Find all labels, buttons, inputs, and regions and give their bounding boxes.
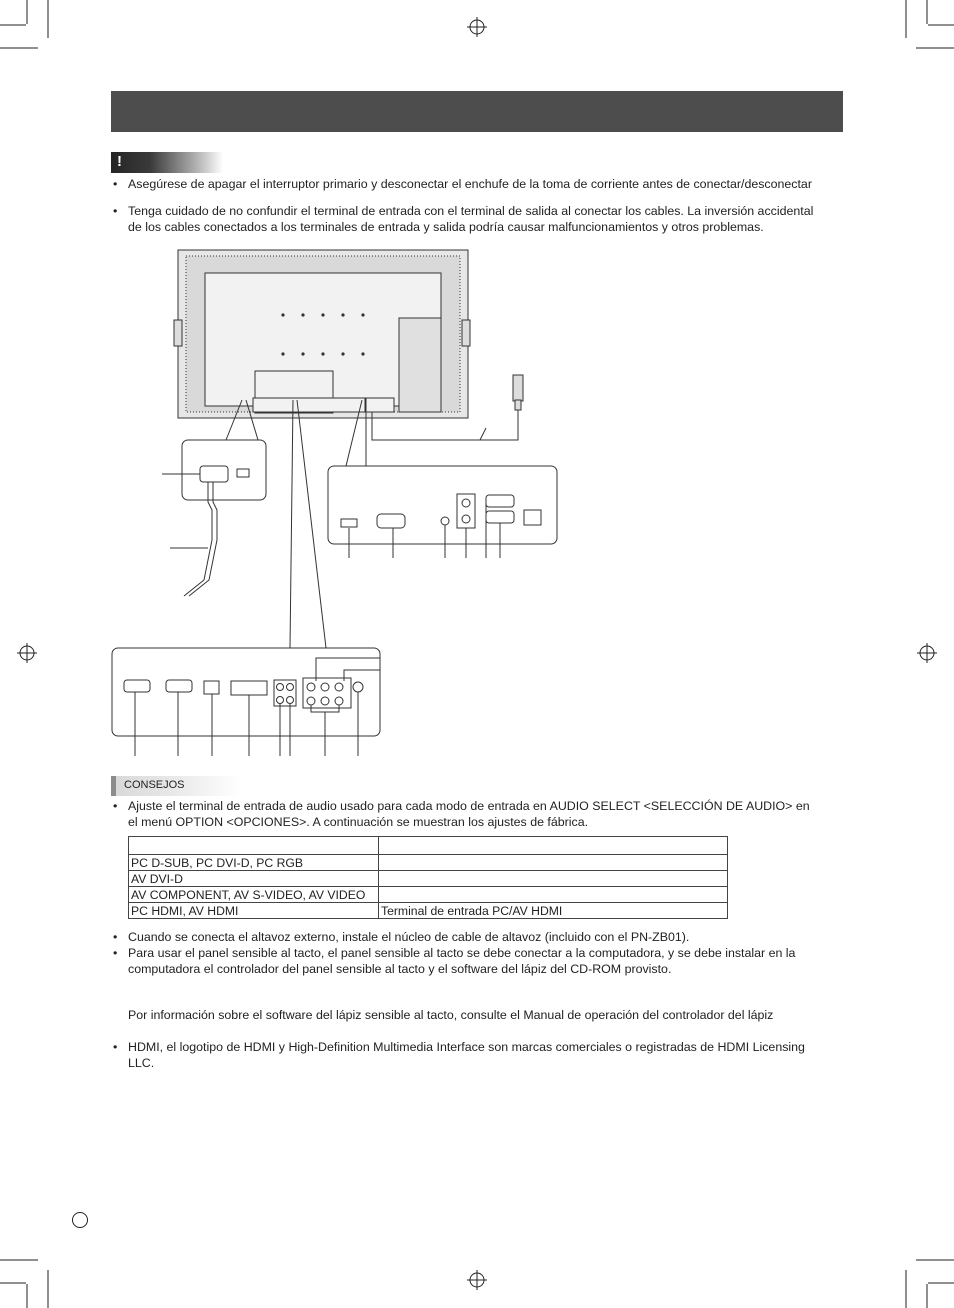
connection-diagram xyxy=(100,240,580,770)
bullet-item: • Ajuste el terminal de entrada de audio usado para cada modo de entrada en AUDIO SELECT <SELECCIÓN DE AUDIO> en el menú OPTION <OPCIONES>. A continuación se muestran los ajustes de fábrica. xyxy=(113,799,810,829)
table-header-row xyxy=(129,837,728,855)
caution-label xyxy=(111,152,223,173)
audio-settings-table xyxy=(128,836,728,919)
table-row: AV COMPONENT, AV S-VIDEO, AV VIDEO xyxy=(129,887,728,903)
table-row: AV DVI-D xyxy=(129,871,728,887)
terminal-panel-right xyxy=(328,466,557,544)
bullet-item: • Tenga cuidado de no confundir el terminal de entrada con el terminal de salida al conectar los cables. La inversión accidental de los cables conectados a los terminales de entrada y salida podría causar malfuncionamientos y otros problemas. xyxy=(113,204,814,234)
table-row: PC HDMI, AV HDMI Terminal de entrada PC/AV HDMI xyxy=(129,903,728,919)
section-header-bar xyxy=(111,91,843,132)
caution-symbol: ! xyxy=(117,153,122,170)
power-panel xyxy=(182,440,266,500)
page-language-marker xyxy=(72,1212,88,1228)
tips-label: CONSEJOS xyxy=(111,776,241,796)
terminal-panel-bottom xyxy=(112,648,380,736)
table-row: PC D-SUB, PC DVI-D, PC RGB xyxy=(129,855,728,871)
bullet-item: • Para usar el panel sensible al tacto, el panel sensible al tacto se debe conectar a la computadora, y se debe instalar en la computadora el controlador del panel sensible al tacto y el software del lápiz del CD-ROM provisto. xyxy=(113,946,796,976)
bullet-item: • HDMI, el logotipo de HDMI y High-Definition Multimedia Interface son marcas comerciales o registradas de HDMI Licensing LLC. xyxy=(113,1040,805,1070)
